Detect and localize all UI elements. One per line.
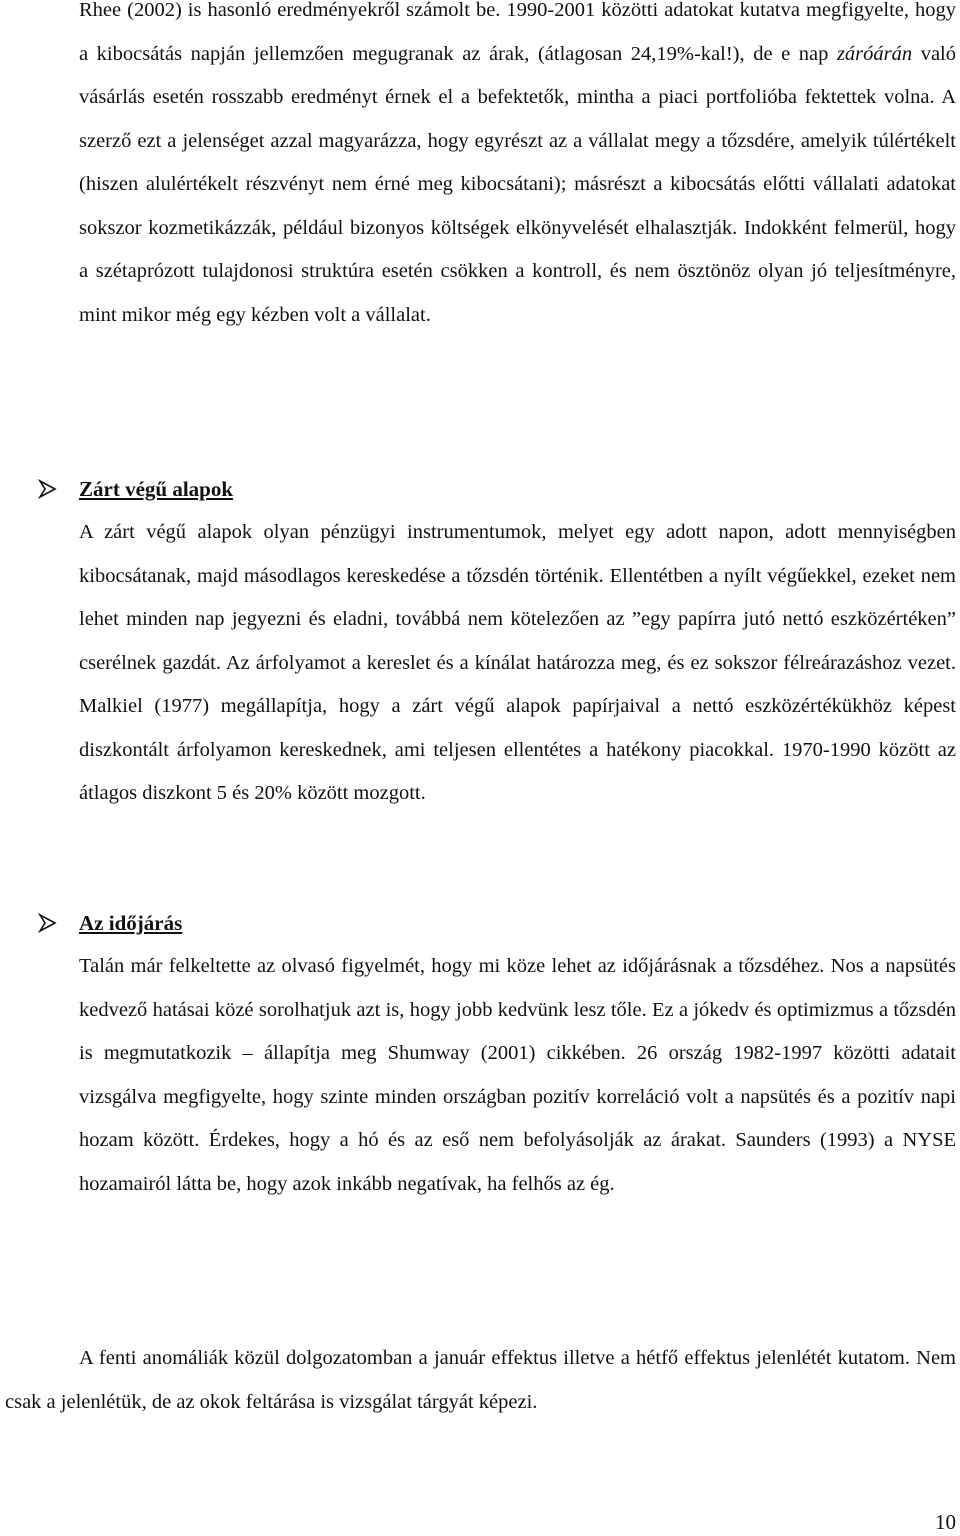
section-heading-closed-funds xyxy=(38,474,233,504)
heading-closed-funds-label: Zárt végű alapok xyxy=(79,477,234,501)
intro-text-part1: Rhee (2002) is hasonló eredményekről számolt be. 1990-2001 közötti adatokat kutatva megfigyelte, hogy a kibocsátás napján jellemzően megugranak az árak, (átlagosan 24,19%-kal!), de e nap xyxy=(79,0,956,65)
intro-emphasis: záróárán xyxy=(836,42,913,65)
closing-paragraph: A fenti anomáliák közül dolgozatomban a január effektus illetve a hétfő effektus jelenlétét kutatom. Nem csak a jelenlétük, de az okok feltárása is vizsgálat tárgyát képezi. xyxy=(5,1347,956,1413)
arrowhead-bullet-icon xyxy=(38,479,79,499)
closed-funds-paragraph: A zárt végű alapok olyan pénzügyi instrumentumok, melyet egy adott napon, adott mennyiségben kibocsátanak, majd másodlagos kereskedése a tőzsdén történik. Ellentétben a nyílt végűekkel, ezeket nem lehet minden nap jegyezni és eladni, továbbá nem kötelezően az ”egy papírra jutó nettó eszközértéken” cserélnek gazdát. Az árfolyamot a kereslet és a kínálat határozza meg, és ez sokszor félreárazáshoz vezet. Malkiel (1977) megállapítja, hogy a zárt végű alapok papírjaival a nettó eszközértékükhöz képest diszkontált árfolyamon kereskednek, ami teljesen ellentétes a hatékony piacokkal. 1970-1990 között az átlagos diszkont 5 és 20% között mozgott. xyxy=(79,521,956,804)
intro-text-part2: való vásárlás esetén rosszabb eredményt érnek el a befektetők, mintha a piaci portfolióba fektettek volna. A szerző ezt a jelenséget azzal magyarázza, hogy egyrészt az a vállalat megy a tőzsdére, amelyik túlértékelt (hiszen alulértékelt részvényt nem érné meg kibocsátani); másrészt a kibocsátás előtti vállalati adatokat sokszor kozmetikázzák, például bizonyos költségek elkönyvelését elhalasztják. Indokként felmerül, hogy a szétaprózott tulajdonosi struktúra esetén csökken a kontroll, és nem ösztönöz olyan jó teljesítményre, mint mikor még egy kézben volt a vállalat. xyxy=(79,42,957,326)
heading-weather-label: Az időjárás xyxy=(79,911,183,935)
weather-paragraph: Talán már felkeltette az olvasó figyelmét, hogy mi köze lehet az időjárásnak a tőzsdéhez. Nos a napsütés kedvező hatásai közé sorolhatjuk azt is, hogy jobb kedvünk lesz tőle. Ez a jókedv és optimizmus a tőzsdén is megmutatkozik – állapítja meg Shumway (2001) cikkében. 26 ország 1982-1997 közötti adatait vizsgálva megfigyelte, hogy szinte minden országban pozitív korreláció volt a napsütés és a pozitív napi hozam között. Érdekes, hogy a hó és az eső nem befolyásolják az árakat. Saunders (1993) a NYSE hozamairól látta be, hogy azok inkább negatívak, ha felhős az ég. xyxy=(79,955,956,1195)
arrowhead-bullet-icon xyxy=(38,913,79,933)
page-number: 10 xyxy=(935,1510,956,1534)
intro-paragraph xyxy=(79,0,956,337)
section-heading-weather xyxy=(38,908,182,938)
